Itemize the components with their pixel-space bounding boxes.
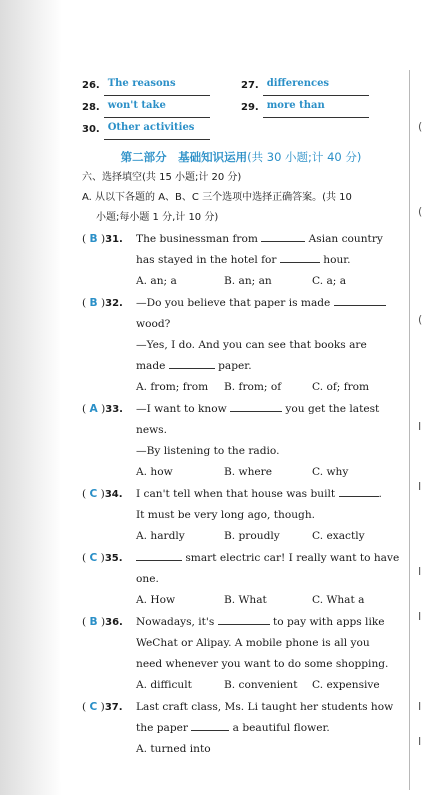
question-text-fragment: . <box>378 488 382 500</box>
answer-row <box>82 96 400 118</box>
question-text-fragment: Nowadays, it's <box>136 616 218 628</box>
option-choice: B. where <box>224 466 273 478</box>
question-text-fragment: smart electric car! I really want to have <box>182 552 400 564</box>
edge-paren: ( <box>418 205 423 218</box>
question-line <box>136 548 400 569</box>
question-line <box>136 569 400 590</box>
chosen-answer: A <box>89 403 98 415</box>
part-title: 第二部分 基础知识运用(共 30 小题;计 40 分) <box>120 150 362 164</box>
question-text-fragment: hour. <box>319 254 351 266</box>
question-number: 35. <box>104 553 123 564</box>
answer-item: 28. won't take <box>82 95 241 118</box>
edge-letter: I <box>418 735 422 748</box>
answer-item: 26. The reasons <box>82 73 241 96</box>
question-line <box>136 697 400 718</box>
option-row <box>136 526 400 547</box>
chosen-answer: C <box>89 552 98 564</box>
question-line <box>136 718 400 739</box>
question-item <box>82 612 400 675</box>
column-divider <box>409 70 410 790</box>
question-text-fragment: the paper <box>136 722 192 734</box>
edge-letter: I <box>418 610 422 623</box>
question-text-fragment: news. <box>136 424 167 436</box>
answer-item: 30. Other activities <box>82 117 244 140</box>
option-choice: A. How <box>136 594 176 606</box>
question-text-fragment: has stayed in the hotel for <box>136 254 280 266</box>
question-text-fragment: —I want to know <box>136 403 231 415</box>
question-line <box>136 356 400 377</box>
question-text <box>136 484 400 526</box>
answer-fill: won't take <box>104 95 210 118</box>
answer-paren: ( C )37. <box>82 701 123 713</box>
page-shadow <box>0 0 62 795</box>
question-line <box>136 399 400 420</box>
option-choice: B. proudly <box>224 530 280 542</box>
chosen-answer: B <box>89 616 98 628</box>
question-item <box>82 484 400 526</box>
question-text-fragment: WeChat or Alipay. A mobile phone is all you <box>136 637 370 649</box>
blank-line <box>230 401 282 412</box>
question-text-fragment: wood? <box>136 318 171 330</box>
question-text-fragment: paper. <box>214 360 252 372</box>
answer-row <box>82 74 400 96</box>
edge-letter: I <box>418 565 422 578</box>
question-text-fragment: to pay with apps like <box>269 616 385 628</box>
answer-fill: more than <box>263 95 369 118</box>
answer-paren: ( A )33. <box>82 403 123 415</box>
question-text-fragment: one. <box>136 573 159 585</box>
option-choice: A. difficult <box>136 679 192 691</box>
question-text <box>136 548 400 590</box>
option-row <box>136 377 400 398</box>
question-list <box>82 229 400 760</box>
question-line <box>136 293 400 314</box>
question-line <box>136 484 400 505</box>
option-choice: C. why <box>312 466 349 478</box>
question-line <box>136 654 400 675</box>
blank-line <box>261 231 305 242</box>
option-choice: B. from; of <box>224 381 282 393</box>
chosen-answer: B <box>89 233 98 245</box>
question-item <box>82 293 400 377</box>
question-text-fragment: you get the latest <box>282 403 380 415</box>
option-choice: A. an; a <box>136 275 177 287</box>
question-text-fragment: I can't tell when that house was built <box>136 488 339 500</box>
edge-paren: ( <box>418 120 423 133</box>
edge-paren: ( <box>418 313 423 326</box>
question-item <box>82 229 400 271</box>
chosen-answer: B <box>89 297 98 309</box>
blank-line <box>136 550 182 561</box>
option-choice: A. how <box>136 466 173 478</box>
option-choice: C. expensive <box>312 679 380 691</box>
question-text-fragment: a beautiful flower. <box>229 722 330 734</box>
edge-letter: I <box>418 420 422 433</box>
edge-letter: I <box>418 480 422 493</box>
option-choice: A. turned into <box>136 743 211 755</box>
blank-line <box>334 295 386 306</box>
question-text <box>136 293 400 377</box>
edge-letter: I <box>418 700 422 713</box>
question-text-fragment: —Yes, I do. And you can see that books are <box>136 339 367 351</box>
question-item <box>82 548 400 590</box>
question-text-fragment: Asian country <box>305 233 383 245</box>
answer-paren: ( B )36. <box>82 616 123 628</box>
option-row <box>136 675 400 696</box>
question-line <box>136 505 400 526</box>
answer-paren: ( B )31. <box>82 233 123 245</box>
question-line <box>136 314 400 335</box>
option-row <box>136 739 400 760</box>
answer-paren: ( C )35. <box>82 552 123 564</box>
option-choice: A. hardly <box>136 530 185 542</box>
question-line <box>136 441 400 462</box>
question-item <box>82 697 400 739</box>
question-line <box>136 250 400 271</box>
option-choice: C. a; a <box>312 275 347 287</box>
answer-fill: differences <box>263 73 369 96</box>
worksheet-content <box>82 74 400 760</box>
option-choice: B. an; an <box>224 275 272 287</box>
question-text <box>136 697 400 739</box>
question-line <box>136 420 400 441</box>
blank-line <box>339 486 379 497</box>
question-line <box>136 633 400 654</box>
question-text-fragment: The businessman from <box>136 233 262 245</box>
answer-row <box>82 118 400 140</box>
option-choice: C. of; from <box>312 381 370 393</box>
option-choice: C. exactly <box>312 530 365 542</box>
section-instruction: A. 从以下各题的 A、B、C 三个选项中选择正确答案。(共 10 <box>82 192 352 203</box>
section-instruction: 小题;每小题 1 分,计 10 分) <box>96 212 219 223</box>
question-text-fragment: need whenever you want to do some shopping. <box>136 658 389 670</box>
blank-line <box>280 252 320 263</box>
question-line <box>136 612 400 633</box>
question-text-fragment: It must be very long ago, though. <box>136 509 316 521</box>
answer-paren: ( C )34. <box>82 488 123 500</box>
question-text-fragment: —Do you believe that paper is made <box>136 297 334 309</box>
question-line <box>136 229 400 250</box>
question-item <box>82 399 400 462</box>
option-choice: B. What <box>224 594 267 606</box>
question-number: 36. <box>105 617 123 628</box>
answer-fill: Other activities <box>104 117 210 140</box>
blank-line <box>169 358 215 369</box>
question-text-fragment: made <box>136 360 169 372</box>
option-row <box>136 590 400 611</box>
question-number: 37. <box>104 702 123 713</box>
blank-line <box>191 720 229 731</box>
answer-item: 29. more than <box>241 95 400 118</box>
question-text-fragment: —By listening to the radio. <box>136 445 280 457</box>
question-text <box>136 399 400 462</box>
option-choice: B. convenient <box>224 679 298 691</box>
blank-line <box>218 614 270 625</box>
question-text <box>136 229 400 271</box>
answer-fill: The reasons <box>104 73 210 96</box>
question-number: 34. <box>104 489 123 500</box>
section-heading: 六、选择填空(共 15 小题;计 20 分) <box>82 172 242 183</box>
question-number: 32. <box>105 298 123 309</box>
question-number: 31. <box>105 234 123 245</box>
chosen-answer: C <box>89 488 98 500</box>
question-number: 33. <box>105 404 123 415</box>
option-choice: A. from; from <box>136 381 209 393</box>
question-text <box>136 612 400 675</box>
question-line <box>136 335 400 356</box>
option-choice: C. What a <box>312 594 365 606</box>
answer-paren: ( B )32. <box>82 297 123 309</box>
answer-item: 27. differences <box>241 73 400 96</box>
question-text-fragment: Last craft class, Ms. Li taught her students how <box>136 701 394 713</box>
option-row <box>136 271 400 292</box>
option-row <box>136 462 400 483</box>
chosen-answer: C <box>89 701 98 713</box>
